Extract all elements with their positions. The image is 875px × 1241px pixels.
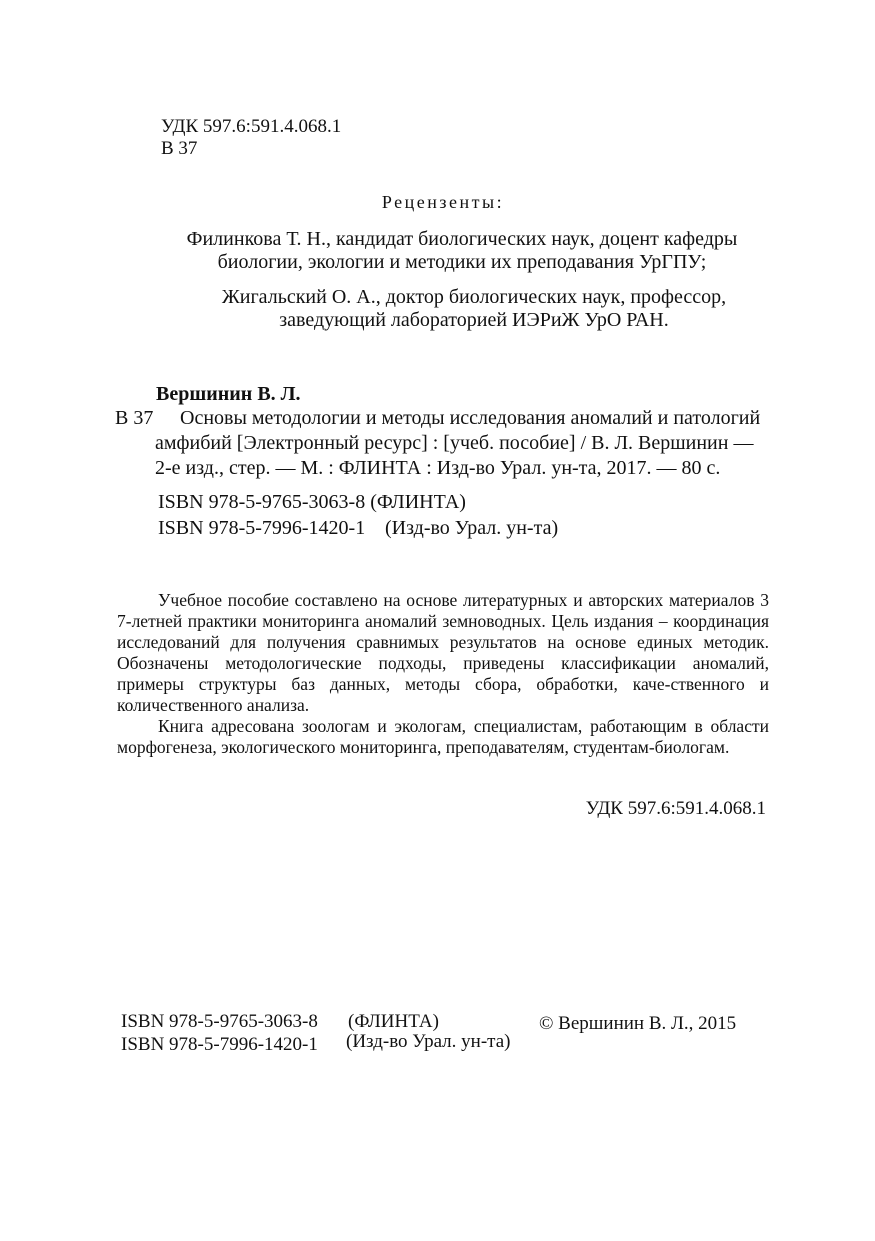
catalog-code: В 37	[115, 407, 154, 429]
annotation-paragraph-2: Книга адресована зоологам и экологам, специалистам, работающим в области морфогенеза, экологического мониторинга, преподавателям, студентам-биологам.	[117, 716, 769, 757]
udk-code-top: УДК 597.6:591.4.068.1	[161, 116, 342, 137]
annotation-paragraph-1: Учебное пособие составлено на основе литературных и авторских материалов 3 7-летней практики мониторинга аномалий земноводных. Цель издания – координация исследований для получения сравнимых результатов на основе единых методик. Обозначены методологические подходы, приведены классификации аномалий, примеры структуры баз данных, методы сбора, обработки, каче-ственного и количественного анализа.	[117, 590, 769, 715]
reviewer-1-line-2: биологии, экологии и методики их преподавания УрГПУ;	[217, 251, 707, 273]
reviewers-heading: Рецензенты:	[381, 192, 505, 212]
catalog-title-line-1: Основы методологии и методы исследования аномалий и патологий	[180, 407, 761, 429]
footer-isbn-1-publisher: (ФЛИНТА)	[348, 1011, 439, 1032]
reviewer-1-line-1: Филинкова Т. Н., кандидат биологических наук, доцент кафедры	[186, 228, 738, 250]
reviewer-2-line-1: Жигальский О. А., доктор биологических наук, профессор,	[221, 286, 727, 308]
reviewer-2-line-2: заведующий лабораторией ИЭРиЖ УрО РАН.	[279, 309, 669, 331]
annotation-block	[117, 590, 769, 758]
catalog-title-line-3: 2-е изд., стер. — М. : ФЛИНТА : Изд-во Урал. ун-та, 2017. — 80 с.	[155, 457, 721, 479]
footer-copyright: © Вершинин В. Л., 2015	[539, 1013, 737, 1034]
footer-isbn-1-code: ISBN 978-5-9765-3063-8	[121, 1011, 318, 1032]
footer-isbn-2-publisher: (Изд-во Урал. ун-та)	[346, 1031, 511, 1052]
annotation-udk: УДК 597.6:591.4.068.1	[585, 798, 766, 819]
catalog-title-line-2: амфибий [Электронный ресурс] : [учеб. пособие] / В. Л. Вершинин —	[155, 432, 754, 454]
catalog-author: Вершинин В. Л.	[156, 383, 301, 405]
footer-isbn-2-code: ISBN 978-5-7996-1420-1	[121, 1034, 318, 1055]
catalog-isbn-2-publisher: (Изд-во Урал. ун-та)	[385, 517, 559, 539]
catalog-isbn-2-code: ISBN 978-5-7996-1420-1	[158, 517, 366, 539]
bbk-code-top: В 37	[161, 138, 198, 159]
catalog-isbn-1: ISBN 978-5-9765-3063-8 (ФЛИНТА)	[158, 491, 466, 513]
